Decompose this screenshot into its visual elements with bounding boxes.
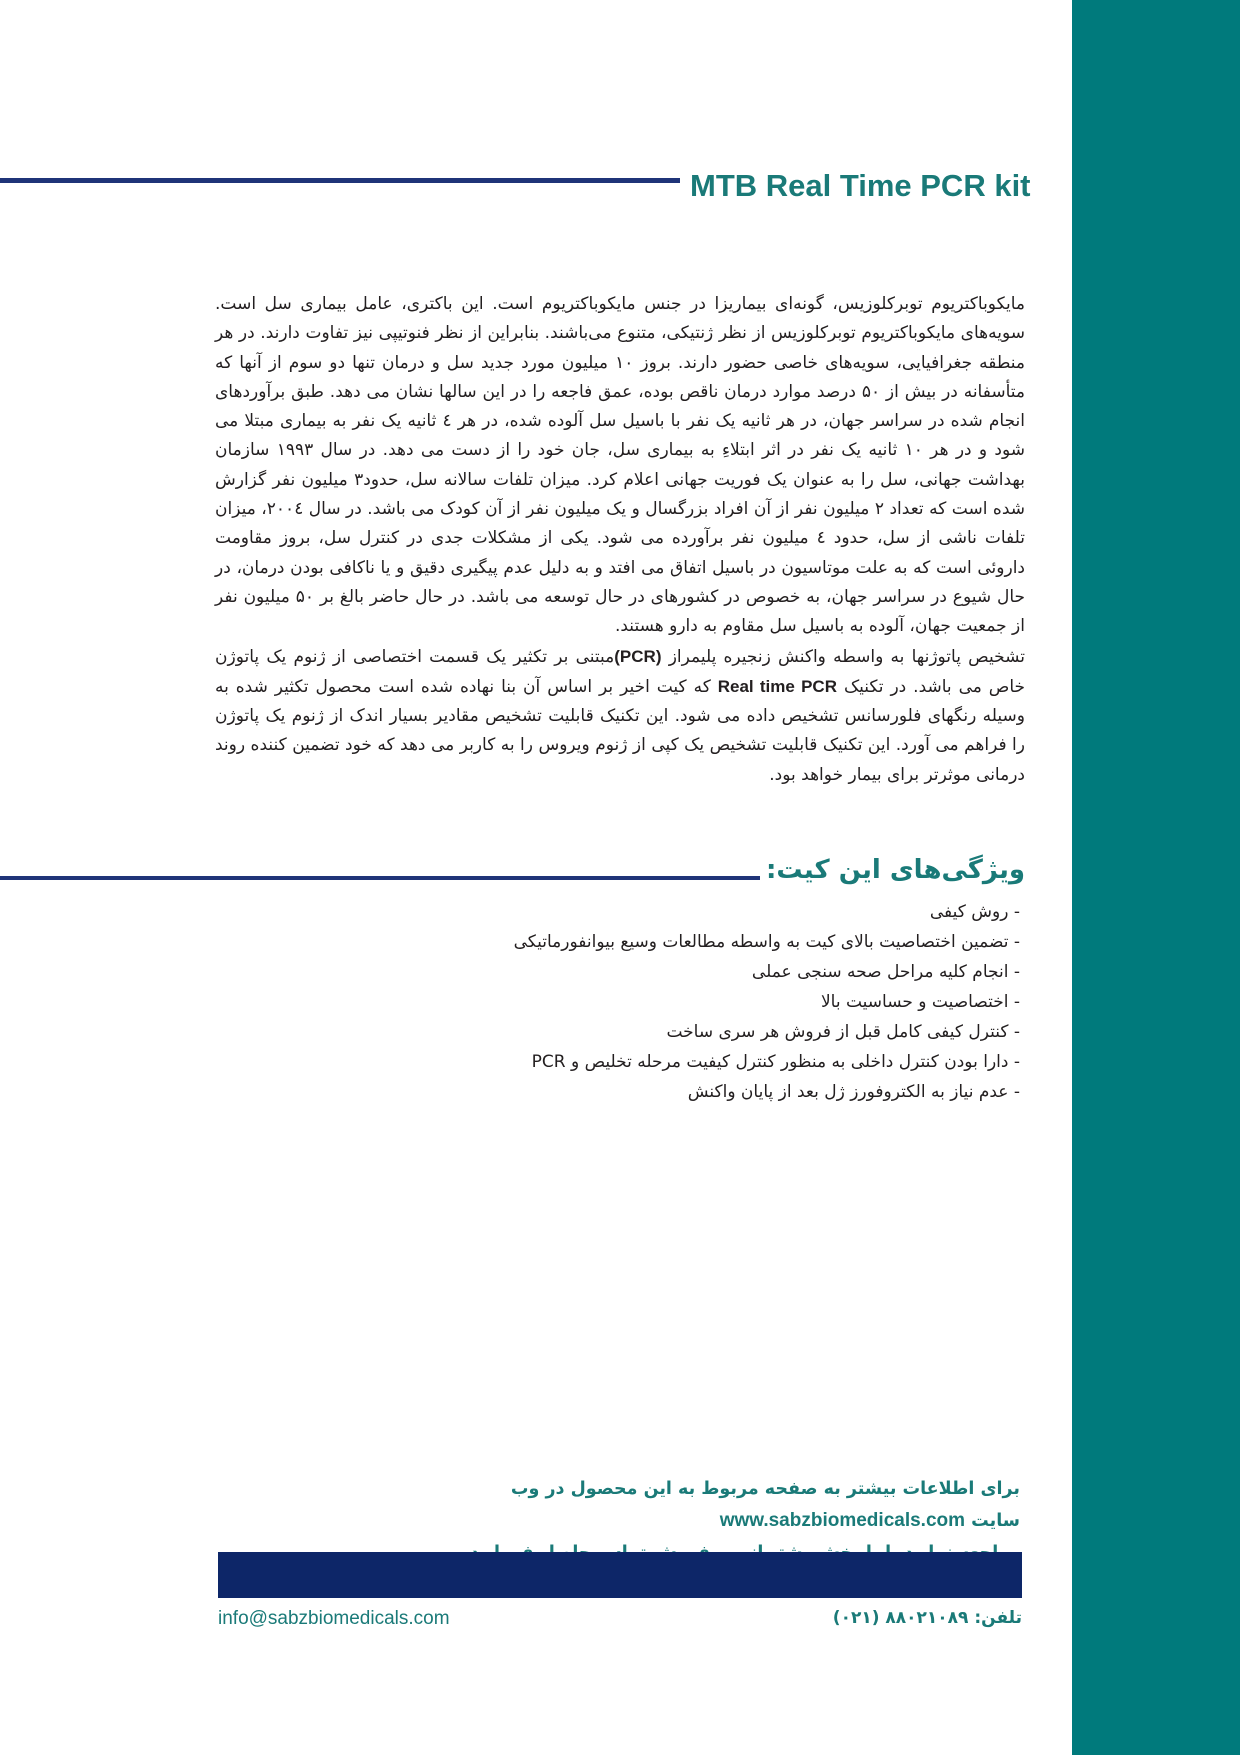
features-heading: ویژگی‌های این کیت: [766, 855, 1025, 885]
product-title: MTB Real Time PCR kit [690, 168, 1031, 203]
intro-paragraph-2 [215, 642, 1025, 790]
feature-item: - عدم نیاز به الکتروفورز ژل بعد از پایان واکنش [360, 1077, 1020, 1107]
feature-item: - تضمین اختصاصیت بالای کیت به واسطه مطالعات وسیع بیوانفورماتیکی [360, 927, 1020, 957]
intro-technique-name: Real time PCR [717, 676, 837, 696]
contact-email[interactable]: info@sabzbiomedicals.com [218, 1608, 450, 1629]
website-note-line-1 [205, 1473, 1020, 1537]
feature-item: - اختصاصیت و حساسیت بالا [360, 987, 1020, 1017]
side-accent-bar [1072, 0, 1240, 1755]
intro-p2-part1: تشخیص پاتوژنها به واسطه واکنش زنجیره پلیمراز [668, 646, 1025, 667]
website-note-text: برای اطلاعات بیشتر به صفحه مربوط به این محصول در وب سایت [510, 1479, 1020, 1531]
intro-paragraph-1: مایکوباکتریوم توبرکلوزیس، گونه‌ای بیماریزا در جنس مایکوباکتریوم است. این باکتری، عامل بیماری سل است. سویه‌های مایکوباکتریوم توبرکلوزیس از نظر ژنتیکی، متنوع می‌باشند. بنابراین از نظر فنوتیپی نیز تفاوت دارند. در هر منطقه جغرافیایی، سویه‌های خاصی حضور دارند. بروز ۱۰ میلیون مورد جدید سل و درمان تنها دو سوم از آنها که متأسفانه در بیش از ۵۰ درصد موارد درمان ناقص بوده، عمق فاجعه را در این سالها نشان می دهد. طبق برآوردهای انجام شده در سراسر جهان، در هر ثانیه یک نفر با باسیل سل آلوده شده، در هر ٤ ثانیه یک نفر به بیماری مبتلا می شود و در هر ١٠ ثانیه یک نفر در اثر ابتلاءِ به بیماری سل، جان خود را از دست می دهد. در سال ۱۹۹۳ سازمان بهداشت جهانی، سل را به عنوان یک فوریت جهانی اعلام کرد. میزان تلفات سالانه سل، حدود۳ میلیون نفر گزارش شده است که تعداد ۲ میلیون نفر از آن افراد بزرگسال و یک میلیون نفر از آن کودک می باشد. در سال ۲۰۰٤، میزان تلفات ناشی از سل، حدود ٤ میلیون نفر برآورده می شود. یکی از مشکلات جدی در کنترل سل، بروز مقاومت داروئی است که به علت موتاسیون در باسیل اتفاق می افتد و به دلیل عدم پیگیری دقیق و یا ناکافی بودن درمان، در حال شیوع در سراسر جهان، به خصوص در کشورهای در حال توسعه می باشد. در حال حاضر بالغ بر ۵۰ میلیون نفر از جمعیت جهان، آلوده به باسیل سل مقاوم به دارو هستند. [215, 294, 1026, 637]
intro-p2-part3: که کیت اخیر بر اساس آن بنا نهاده شده است محصول تکثیر شده به وسیله رنگهای فلورسانس تشخیص داده می شود. این تکنیک قابلیت تشخیص مقادیر بسیار اندک از ژنوم یک پاتوژن را فراهم می آورد. این تکنیک قابلیت تشخیص یک کپی از ژنوم ویروس را به کاربر می دهد که خود تضمین کننده روند درمانی موثرتر برای بیمار خواهد بود. [215, 676, 1025, 785]
feature-item: - دارا بودن کنترل داخلی به منظور کنترل کیفیت مرحله تخلیص و PCR [360, 1047, 1020, 1077]
contact-phone [700, 1608, 1022, 1628]
feature-item: - انجام کلیه مراحل صحه سنجی عملی [360, 957, 1020, 987]
phone-label: تلفن: [974, 1608, 1022, 1628]
title-divider [0, 178, 680, 183]
intro-pcr-term: (PCR) [614, 646, 662, 666]
feature-item: - روش کیفی [360, 897, 1020, 927]
feature-item: - کنترل کیفی کامل قبل از فروش هر سری ساخت [360, 1017, 1020, 1047]
website-link[interactable]: www.sabzbiomedicals.com [719, 1510, 966, 1531]
footer-band [218, 1552, 1022, 1598]
features-list [360, 897, 1020, 1107]
phone-number: ۸۸۰۲۱۰۸۹ (۰۲۱) [832, 1608, 969, 1628]
intro-p2-part2: مبتنی بر تکثیر یک قسمت اختصاصی از ژنوم یک پاتوژن خاص می باشد. در تکنیک [215, 646, 1026, 697]
features-divider [0, 876, 760, 880]
intro-text [215, 290, 1025, 790]
